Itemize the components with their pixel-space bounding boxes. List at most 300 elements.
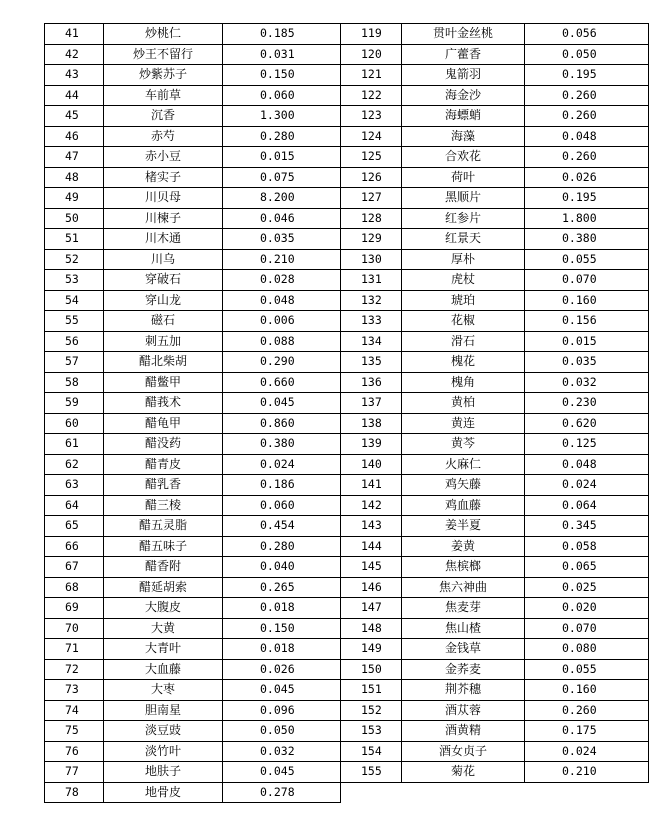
row-id-cell: 63 [45,475,104,496]
herb-name-cell: 酒黄精 [402,721,525,742]
herb-name-cell: 酒苁蓉 [402,700,525,721]
herb-name-cell: 虎杖 [402,270,525,291]
row-id-cell: 54 [45,290,104,311]
row-id-cell: 126 [341,167,402,188]
table-row [341,352,649,373]
dose-value-cell: 0.070 [525,270,649,291]
herb-name-cell: 红参片 [402,208,525,229]
table-row [45,44,341,65]
row-id-cell: 55 [45,311,104,332]
row-id-cell: 59 [45,393,104,414]
herb-name-cell: 淡豆豉 [104,721,223,742]
table-row [45,208,341,229]
row-id-cell: 152 [341,700,402,721]
herb-name-cell: 醋延胡索 [104,577,223,598]
dose-value-cell: 0.660 [223,372,341,393]
row-id-cell: 140 [341,454,402,475]
table-row [45,372,341,393]
table-row [45,577,341,598]
herb-name-cell: 川乌 [104,249,223,270]
row-id-cell: 50 [45,208,104,229]
row-id-cell: 148 [341,618,402,639]
dose-value-cell: 0.026 [223,659,341,680]
table-row [45,659,341,680]
row-id-cell: 74 [45,700,104,721]
herb-name-cell: 刺五加 [104,331,223,352]
table-row [45,700,341,721]
dose-value-cell: 0.048 [223,290,341,311]
table-row [341,249,649,270]
dose-value-cell: 0.020 [525,598,649,619]
herb-name-cell: 焦六神曲 [402,577,525,598]
table-row [341,598,649,619]
row-id-cell: 73 [45,680,104,701]
dose-value-cell: 0.195 [525,65,649,86]
herb-name-cell: 海螵蛸 [402,106,525,127]
herb-name-cell: 黄芩 [402,434,525,455]
herb-name-cell: 川贝母 [104,188,223,209]
table-row [45,598,341,619]
herb-name-cell: 醋香附 [104,557,223,578]
dose-value-cell: 0.045 [223,762,341,783]
table-row [341,434,649,455]
dose-value-cell: 0.125 [525,434,649,455]
herb-name-cell: 黄连 [402,413,525,434]
row-id-cell: 142 [341,495,402,516]
dose-value-cell: 0.265 [223,577,341,598]
herb-name-cell: 淡竹叶 [104,741,223,762]
dose-value-cell: 0.454 [223,516,341,537]
table-row [341,188,649,209]
table-row [45,65,341,86]
table-row [45,331,341,352]
dose-value-cell: 0.028 [223,270,341,291]
herb-name-cell: 广藿香 [402,44,525,65]
row-id-cell: 146 [341,577,402,598]
table-row [341,126,649,147]
row-id-cell: 41 [45,24,104,45]
row-id-cell: 122 [341,85,402,106]
row-id-cell: 141 [341,475,402,496]
table-row [341,290,649,311]
table-row [341,516,649,537]
table-row [45,249,341,270]
row-id-cell: 43 [45,65,104,86]
dose-value-cell: 0.080 [525,639,649,660]
herb-name-cell: 大腹皮 [104,598,223,619]
table-row [341,270,649,291]
dose-value-cell: 0.032 [223,741,341,762]
herb-name-cell: 荷叶 [402,167,525,188]
herb-table-right [340,23,649,783]
row-id-cell: 131 [341,270,402,291]
dose-value-cell: 0.150 [223,618,341,639]
dose-value-cell: 0.260 [525,147,649,168]
dose-value-cell: 0.160 [525,680,649,701]
row-id-cell: 69 [45,598,104,619]
row-id-cell: 139 [341,434,402,455]
dose-value-cell: 0.056 [525,24,649,45]
herb-name-cell: 鸡矢藤 [402,475,525,496]
row-id-cell: 51 [45,229,104,250]
table-row [45,721,341,742]
herb-name-cell: 海藻 [402,126,525,147]
row-id-cell: 48 [45,167,104,188]
row-id-cell: 151 [341,680,402,701]
herb-name-cell: 荆芥穗 [402,680,525,701]
table-row [341,721,649,742]
row-id-cell: 120 [341,44,402,65]
dose-value-cell: 0.055 [525,659,649,680]
table-row [341,762,649,783]
table-row [341,44,649,65]
herb-name-cell: 醋五味子 [104,536,223,557]
herb-name-cell: 鸡血藤 [402,495,525,516]
table-row [45,680,341,701]
dose-value-cell: 0.050 [223,721,341,742]
herb-name-cell: 磁石 [104,311,223,332]
table-row [45,188,341,209]
dose-value-cell: 0.015 [525,331,649,352]
table-row [45,229,341,250]
row-id-cell: 134 [341,331,402,352]
row-id-cell: 77 [45,762,104,783]
dose-value-cell: 8.200 [223,188,341,209]
herb-name-cell: 醋莪术 [104,393,223,414]
table-row [341,311,649,332]
dose-value-cell: 0.045 [223,393,341,414]
table-row [45,85,341,106]
dose-value-cell: 0.015 [223,147,341,168]
herb-name-cell: 火麻仁 [402,454,525,475]
row-id-cell: 68 [45,577,104,598]
herb-name-cell: 槐角 [402,372,525,393]
dose-value-cell: 0.186 [223,475,341,496]
dose-value-cell: 0.060 [223,495,341,516]
dose-value-cell: 0.280 [223,126,341,147]
row-id-cell: 128 [341,208,402,229]
dose-value-cell: 0.025 [525,577,649,598]
table-row [341,65,649,86]
herb-name-cell: 赤小豆 [104,147,223,168]
table-row [341,24,649,45]
herb-name-cell: 琥珀 [402,290,525,311]
dose-value-cell: 0.185 [223,24,341,45]
herb-name-cell: 川木通 [104,229,223,250]
dose-value-cell: 0.345 [525,516,649,537]
table-row [45,618,341,639]
dose-value-cell: 0.260 [525,85,649,106]
herb-name-cell: 焦麦芽 [402,598,525,619]
herb-name-cell: 醋五灵脂 [104,516,223,537]
dose-value-cell: 0.620 [525,413,649,434]
dose-value-cell: 0.024 [525,475,649,496]
row-id-cell: 76 [45,741,104,762]
table-row [45,352,341,373]
row-id-cell: 136 [341,372,402,393]
herb-name-cell: 海金沙 [402,85,525,106]
dose-value-cell: 0.018 [223,639,341,660]
dose-value-cell: 0.035 [223,229,341,250]
row-id-cell: 78 [45,782,104,803]
herb-name-cell: 醋乳香 [104,475,223,496]
row-id-cell: 129 [341,229,402,250]
herb-name-cell: 赤芍 [104,126,223,147]
table-row [341,147,649,168]
dose-value-cell: 0.278 [223,782,341,803]
table-row [341,413,649,434]
dose-value-cell: 0.064 [525,495,649,516]
row-id-cell: 45 [45,106,104,127]
herb-name-cell: 地骨皮 [104,782,223,803]
table-row [341,393,649,414]
row-id-cell: 47 [45,147,104,168]
herb-name-cell: 鬼箭羽 [402,65,525,86]
table-row [341,372,649,393]
table-row [45,762,341,783]
row-id-cell: 56 [45,331,104,352]
row-id-cell: 145 [341,557,402,578]
herb-name-cell: 焦槟榔 [402,557,525,578]
row-id-cell: 44 [45,85,104,106]
dose-value-cell: 0.230 [525,393,649,414]
herb-name-cell: 姜半夏 [402,516,525,537]
table-row [341,700,649,721]
row-id-cell: 42 [45,44,104,65]
herb-name-cell: 穿破石 [104,270,223,291]
table-row [45,290,341,311]
herb-name-cell: 炒王不留行 [104,44,223,65]
table-row [341,639,649,660]
row-id-cell: 153 [341,721,402,742]
table-row [45,475,341,496]
row-id-cell: 137 [341,393,402,414]
dose-value-cell: 0.018 [223,598,341,619]
row-id-cell: 132 [341,290,402,311]
table-row [45,639,341,660]
herb-name-cell: 红景天 [402,229,525,250]
herb-name-cell: 厚朴 [402,249,525,270]
herb-name-cell: 醋北柴胡 [104,352,223,373]
herb-name-cell: 大青叶 [104,639,223,660]
herb-name-cell: 穿山龙 [104,290,223,311]
table-row [45,413,341,434]
dose-value-cell: 0.060 [223,85,341,106]
row-id-cell: 60 [45,413,104,434]
herb-name-cell: 胆南星 [104,700,223,721]
dose-value-cell: 0.380 [525,229,649,250]
table-row [45,147,341,168]
herb-name-cell: 地肤子 [104,762,223,783]
herb-name-cell: 炒紫苏子 [104,65,223,86]
table-row [45,434,341,455]
table-row [45,782,341,803]
dose-value-cell: 0.006 [223,311,341,332]
row-id-cell: 62 [45,454,104,475]
row-id-cell: 66 [45,536,104,557]
herb-name-cell: 大血藤 [104,659,223,680]
dose-value-cell: 0.050 [525,44,649,65]
herb-name-cell: 黄柏 [402,393,525,414]
row-id-cell: 130 [341,249,402,270]
table-row [45,393,341,414]
row-id-cell: 125 [341,147,402,168]
dose-value-cell: 0.048 [525,126,649,147]
herb-name-cell: 沉香 [104,106,223,127]
dose-value-cell: 0.045 [223,680,341,701]
table-row [341,85,649,106]
herb-name-cell: 姜黄 [402,536,525,557]
herb-name-cell: 焦山楂 [402,618,525,639]
herb-name-cell: 川楝子 [104,208,223,229]
dose-value-cell: 0.175 [525,721,649,742]
dose-value-cell: 0.210 [223,249,341,270]
dose-value-cell: 0.156 [525,311,649,332]
table-row [45,270,341,291]
table-row [45,167,341,188]
table-row [45,106,341,127]
row-id-cell: 143 [341,516,402,537]
herb-name-cell: 醋鳖甲 [104,372,223,393]
row-id-cell: 64 [45,495,104,516]
table-row [341,106,649,127]
row-id-cell: 127 [341,188,402,209]
dose-value-cell: 0.260 [525,700,649,721]
table-row [341,454,649,475]
dose-value-cell: 0.260 [525,106,649,127]
row-id-cell: 67 [45,557,104,578]
row-id-cell: 49 [45,188,104,209]
row-id-cell: 135 [341,352,402,373]
table-row [45,516,341,537]
herb-name-cell: 菊花 [402,762,525,783]
herb-name-cell: 大黄 [104,618,223,639]
dose-value-cell: 0.860 [223,413,341,434]
row-id-cell: 133 [341,311,402,332]
row-id-cell: 123 [341,106,402,127]
table-row [45,454,341,475]
herb-name-cell: 大枣 [104,680,223,701]
row-id-cell: 72 [45,659,104,680]
table-row [341,536,649,557]
herb-name-cell: 金钱草 [402,639,525,660]
row-id-cell: 75 [45,721,104,742]
dose-value-cell: 0.160 [525,290,649,311]
table-row [45,557,341,578]
herb-name-cell: 金荞麦 [402,659,525,680]
row-id-cell: 138 [341,413,402,434]
dose-value-cell: 0.070 [525,618,649,639]
dose-value-cell: 1.300 [223,106,341,127]
dose-value-cell: 0.024 [525,741,649,762]
table-row [45,24,341,45]
herb-name-cell: 花椒 [402,311,525,332]
row-id-cell: 144 [341,536,402,557]
row-id-cell: 46 [45,126,104,147]
dose-value-cell: 0.075 [223,167,341,188]
table-row [341,229,649,250]
table-row [45,311,341,332]
dose-value-cell: 0.290 [223,352,341,373]
dose-value-cell: 1.800 [525,208,649,229]
row-id-cell: 61 [45,434,104,455]
table-row [341,331,649,352]
herb-name-cell: 醋龟甲 [104,413,223,434]
row-id-cell: 124 [341,126,402,147]
table-row [341,577,649,598]
row-id-cell: 150 [341,659,402,680]
row-id-cell: 149 [341,639,402,660]
table-row [341,741,649,762]
row-id-cell: 155 [341,762,402,783]
dose-value-cell: 0.058 [525,536,649,557]
dose-value-cell: 0.032 [525,372,649,393]
dose-value-cell: 0.031 [223,44,341,65]
herb-name-cell: 楮实子 [104,167,223,188]
row-id-cell: 57 [45,352,104,373]
table-row [341,495,649,516]
row-id-cell: 147 [341,598,402,619]
herb-name-cell: 醋青皮 [104,454,223,475]
table-row [341,680,649,701]
dose-value-cell: 0.096 [223,700,341,721]
herb-name-cell: 滑石 [402,331,525,352]
dose-value-cell: 0.048 [525,454,649,475]
herb-name-cell: 车前草 [104,85,223,106]
row-id-cell: 70 [45,618,104,639]
herb-name-cell: 酒女贞子 [402,741,525,762]
row-id-cell: 154 [341,741,402,762]
dose-value-cell: 0.055 [525,249,649,270]
herb-name-cell: 炒桃仁 [104,24,223,45]
table-row [341,208,649,229]
table-row [341,167,649,188]
row-id-cell: 121 [341,65,402,86]
dose-value-cell: 0.024 [223,454,341,475]
herb-name-cell: 槐花 [402,352,525,373]
dose-value-cell: 0.035 [525,352,649,373]
dose-value-cell: 0.065 [525,557,649,578]
dose-value-cell: 0.195 [525,188,649,209]
table-row [341,475,649,496]
table-row [45,126,341,147]
table-row [45,536,341,557]
herb-name-cell: 黑顺片 [402,188,525,209]
row-id-cell: 119 [341,24,402,45]
row-id-cell: 53 [45,270,104,291]
table-row [45,741,341,762]
dose-value-cell: 0.088 [223,331,341,352]
table-row [341,557,649,578]
herb-name-cell: 合欢花 [402,147,525,168]
table-row [341,618,649,639]
dose-value-cell: 0.280 [223,536,341,557]
dose-value-cell: 0.040 [223,557,341,578]
herb-name-cell: 醋没药 [104,434,223,455]
herb-table-left [44,23,341,803]
row-id-cell: 58 [45,372,104,393]
dose-value-cell: 0.026 [525,167,649,188]
row-id-cell: 65 [45,516,104,537]
dose-value-cell: 0.380 [223,434,341,455]
dose-value-cell: 0.150 [223,65,341,86]
row-id-cell: 71 [45,639,104,660]
table-row [45,495,341,516]
herb-name-cell: 醋三棱 [104,495,223,516]
row-id-cell: 52 [45,249,104,270]
dose-value-cell: 0.046 [223,208,341,229]
herb-name-cell: 贯叶金丝桃 [402,24,525,45]
